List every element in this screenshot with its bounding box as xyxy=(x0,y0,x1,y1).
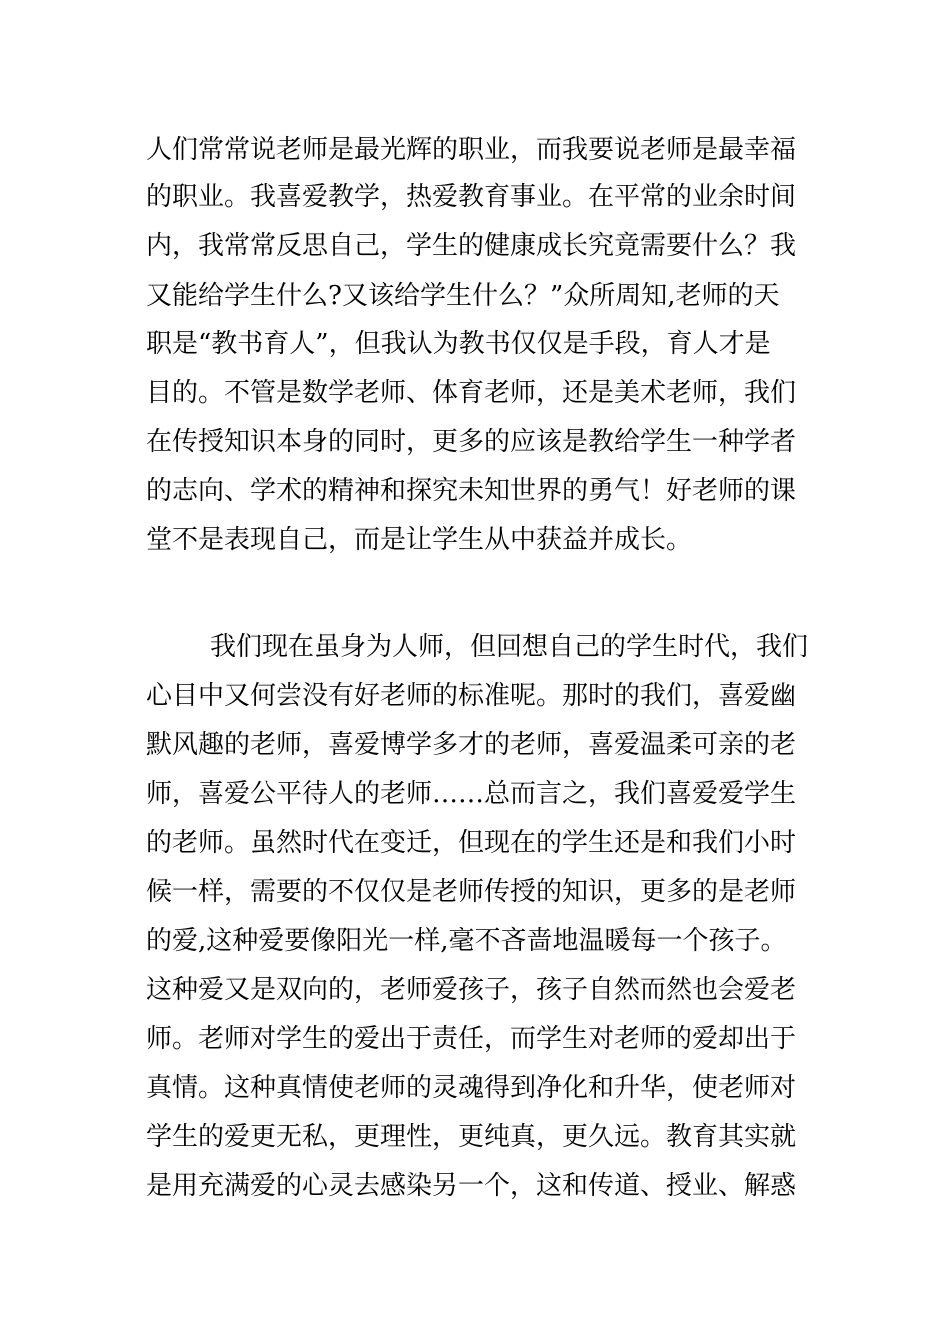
paragraph-2-line-3: 默风趣的老师，喜爱博学多才的老师，喜爱温柔可亲的老 xyxy=(146,730,797,760)
paragraph-2-line-5: 的老师。虽然时代在变迁，但现在的学生还是和我们小时 xyxy=(146,828,797,858)
paragraph-1-line-7: 在传授知识本身的同时，更多的应该是教给学生一种学者 xyxy=(146,427,797,457)
paragraph-2-line-9: 师。老师对学生的爱出于责任，而学生对老师的爱却出于 xyxy=(146,1024,797,1054)
paragraph-1-line-4: 又能给学生什么?又该给学生什么？”众所周知,老师的天 xyxy=(146,281,780,311)
paragraph-2-line-7: 的爱,这种爱要像阳光一样,毫不吝啬地温暖每一个孩子。 xyxy=(146,926,787,956)
paragraph-2-line-10: 真情。这种真情使老师的灵魂得到净化和升华，使老师对 xyxy=(146,1073,797,1103)
paragraph-2-line-2: 心目中又何尝没有好老师的标准呢。那时的我们，喜爱幽 xyxy=(146,681,797,711)
paragraph-2-line-12: 是用充满爱的心灵去感染另一个，这和传道、授业、解惑 xyxy=(146,1171,797,1201)
paragraph-1-line-3: 内，我常常反思自己，学生的健康成长究竟需要什么？我 xyxy=(146,231,797,261)
paragraph-2-line-8: 这种爱又是双向的，老师爱孩子，孩子自然而然也会爱老 xyxy=(146,975,797,1005)
paragraph-1-line-6: 目的。不管是数学老师、体育老师，还是美术老师，我们 xyxy=(146,378,797,408)
paragraph-2-line-6: 候一样，需要的不仅仅是老师传授的知识，更多的是老师 xyxy=(146,877,797,907)
paragraph-1-line-2: 的职业。我喜爱教学，热爱教育事业。在平常的业余时间 xyxy=(146,182,797,212)
paragraph-2-line-4: 师，喜爱公平待人的老师……总而言之，我们喜爱爱学生 xyxy=(146,779,797,809)
paragraph-1-line-5: 职是“教书育人”，但我认为教书仅仅是手段，育人才是 xyxy=(146,329,771,359)
paragraph-2-line-1: 我们现在虽身为人师，但回想自己的学生时代，我们 xyxy=(210,632,809,662)
paragraph-1-line-9: 堂不是表现自己，而是让学生从中获益并成长。 xyxy=(146,525,693,555)
paragraph-2-line-11: 学生的爱更无私，更理性，更纯真，更久远。教育其实就 xyxy=(146,1122,797,1152)
paragraph-1-line-8: 的志向、学术的精神和探究未知世界的勇气！好老师的课 xyxy=(146,476,797,506)
paragraph-1-line-1: 人们常常说老师是最光辉的职业，而我要说老师是最幸福 xyxy=(146,135,797,165)
